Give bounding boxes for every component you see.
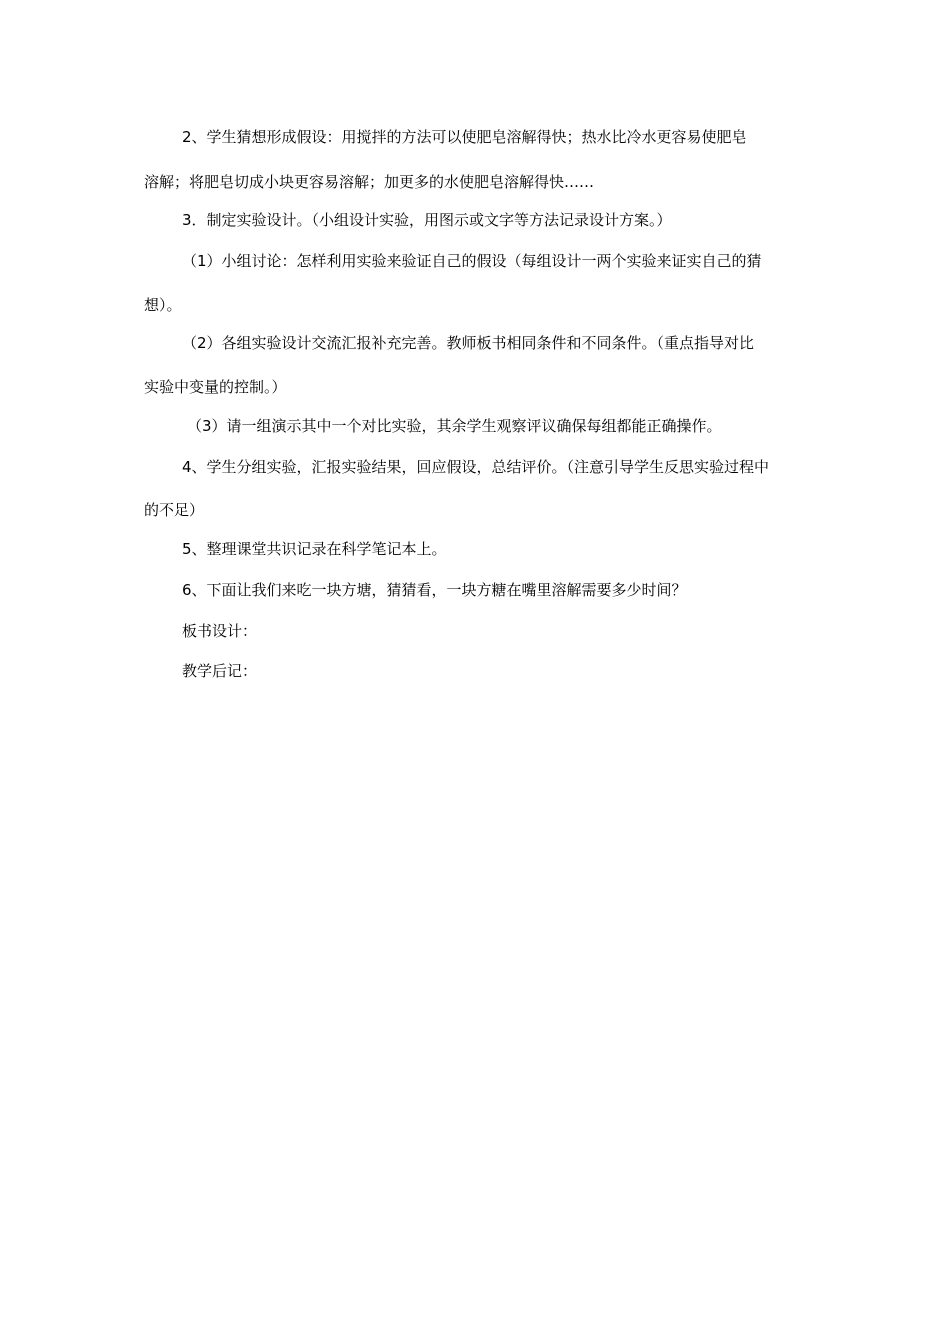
paragraph-group-experiment-line-2: 的不足） — [144, 501, 205, 519]
paragraph-group-discussion-line-1: （1）小组讨论：怎样利用实验来验证自己的假设（每组设计一两个实验来证实自己的猜 — [182, 252, 762, 270]
paragraph-hypothesis-line-2: 溶解；将肥皂切成小块更容易溶解；加更多的水使肥皂溶解得快…… — [144, 173, 595, 191]
heading-board-design: 板书设计： — [182, 622, 258, 640]
paragraph-sugar-cube: 6、下面让我们来吃一块方塘，猜猜看，一块方糖在嘴里溶解需要多少时间？ — [182, 581, 687, 599]
paragraph-hypothesis-line-1: 2、学生猜想形成假设：用搅拌的方法可以使肥皂溶解得快；热水比冷水更容易使肥皂 — [182, 128, 747, 146]
paragraph-group-experiment-line-1: 4、学生分组实验，汇报实验结果，回应假设，总结评价。（注意引导学生反思实验过程中 — [182, 458, 770, 476]
paragraph-demonstration: （3）请一组演示其中一个对比实验，其余学生观察评议确保每组都能正确操作。 — [187, 417, 722, 435]
paragraph-group-discussion-line-2: 想）。 — [144, 296, 182, 314]
paragraph-design-experiment: 3．制定实验设计。（小组设计实验，用图示或文字等方法记录设计方案。） — [182, 211, 672, 229]
paragraph-report-line-1: （2）各组实验设计交流汇报补充完善。教师板书相同条件和不同条件。（重点指导对比 — [182, 334, 755, 352]
heading-teaching-reflection: 教学后记： — [182, 662, 258, 680]
paragraph-notebook: 5、整理课堂共识记录在科学笔记本上。 — [182, 540, 447, 558]
paragraph-report-line-2: 实验中变量的控制。） — [144, 378, 287, 396]
